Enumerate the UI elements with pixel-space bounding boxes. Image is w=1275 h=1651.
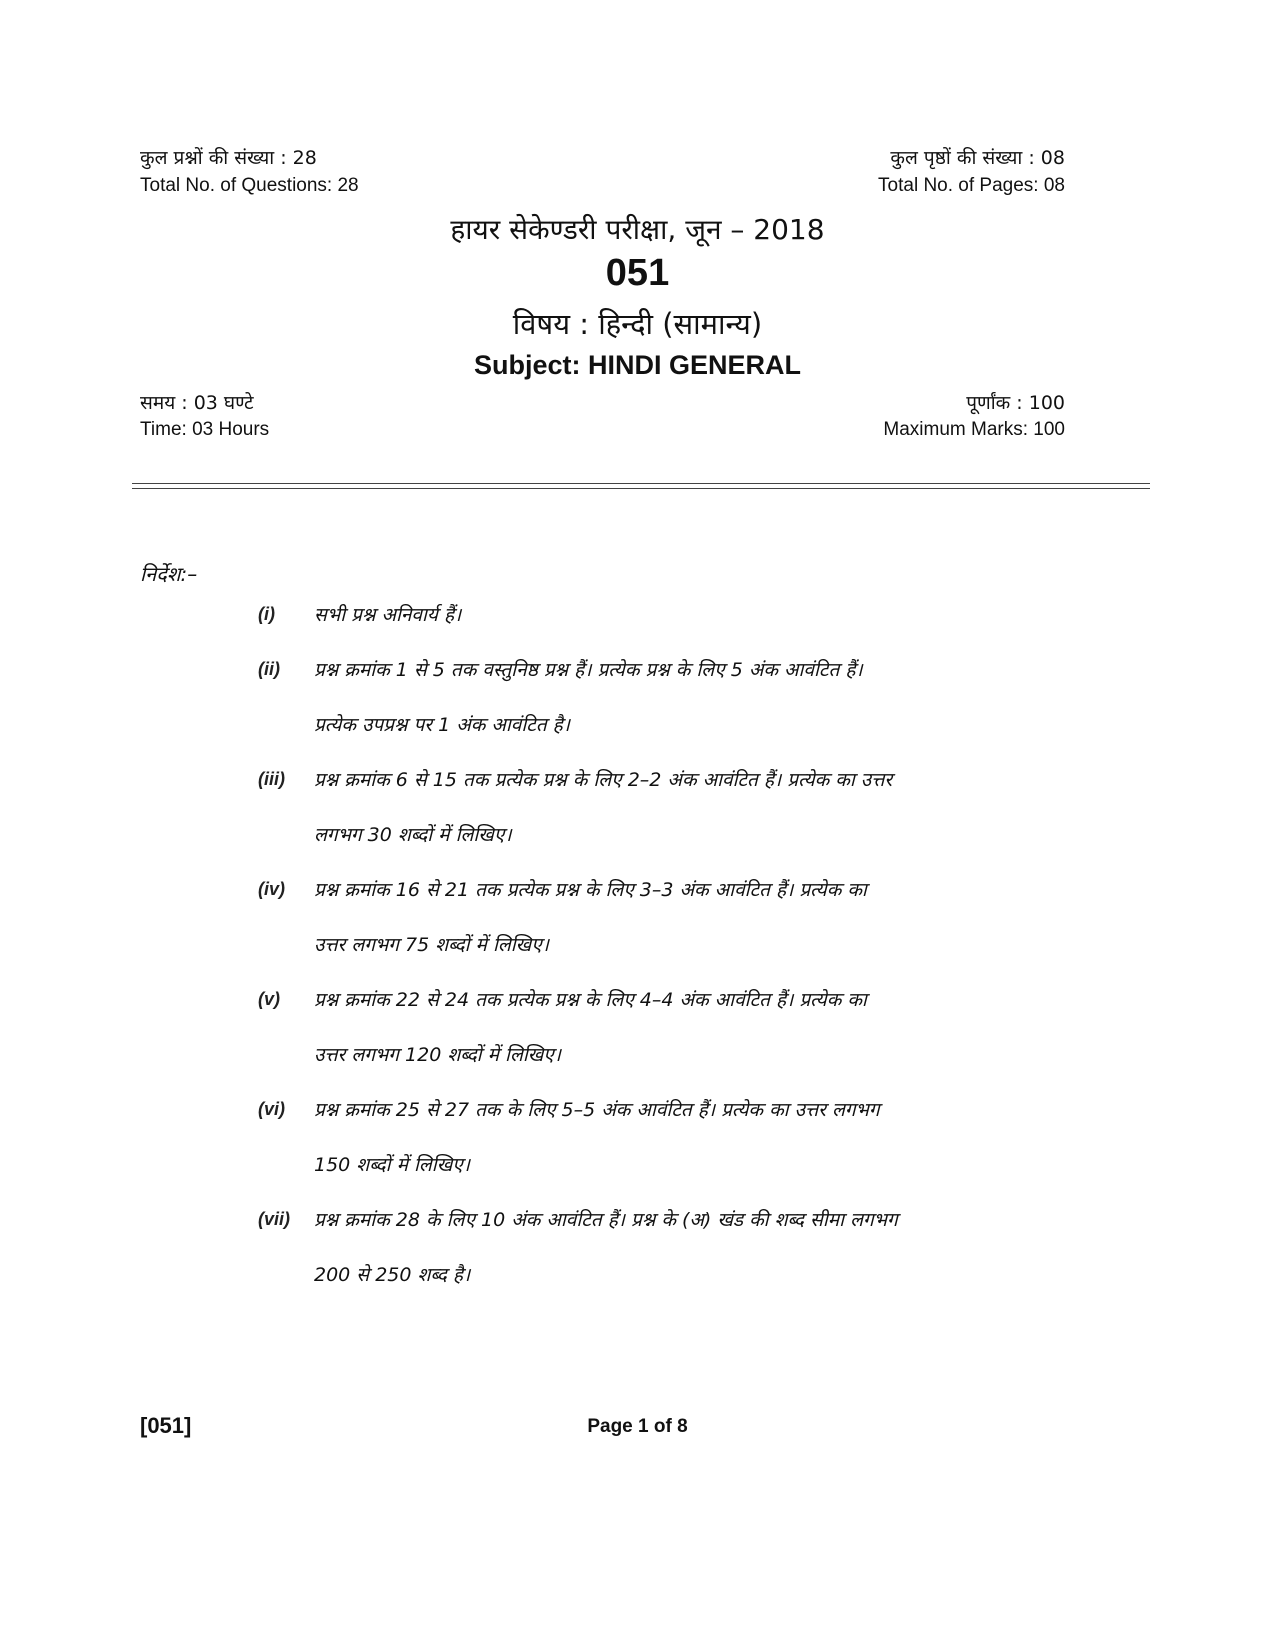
instruction-line: 200 से 250 शब्द है। <box>314 1264 471 1286</box>
instruction-number: (iii) <box>258 769 285 789</box>
instruction-line: लगभग 30 शब्दों में लिखिए। <box>314 824 512 846</box>
instruction-item <box>258 1083 1130 1193</box>
instruction-item <box>258 753 1130 863</box>
instruction-number: (vi) <box>258 1099 285 1119</box>
page-number: Page 1 of 8 <box>587 1416 688 1437</box>
paper-code: 051 <box>605 252 670 294</box>
instruction-number: (vii) <box>258 1209 291 1229</box>
total-pages-english: Total No. of Pages: 08 <box>878 175 1065 196</box>
divider-top-line <box>132 483 1150 484</box>
instruction-line: उत्तर लगभग 120 शब्दों में लिखिए। <box>314 1044 562 1066</box>
instruction-line: 150 शब्दों में लिखिए। <box>314 1154 470 1176</box>
instruction-item <box>258 643 1130 753</box>
instruction-item <box>258 1193 1130 1303</box>
instruction-item <box>258 588 1130 643</box>
instruction-number: (v) <box>258 989 280 1009</box>
instruction-line: प्रश्न क्रमांक 6 से 15 तक प्रत्येक प्रश्न के लिए 2–2 अंक आवंटित हैं। प्रत्येक का उत्तर <box>314 769 893 791</box>
instruction-line: प्रश्न क्रमांक 1 से 5 तक वस्तुनिष्ठ प्रश्न हैं। प्रत्येक प्रश्न के लिए 5 अंक आवंटित हैं। <box>314 659 863 681</box>
instruction-line: सभी प्रश्न अनिवार्य हैं। <box>314 604 462 626</box>
max-marks-english: Maximum Marks: 100 <box>883 419 1065 440</box>
total-pages-hindi: कुल पृष्ठों की संख्या : 08 <box>890 147 1065 169</box>
instruction-line: प्रश्न क्रमांक 16 से 21 तक प्रत्येक प्रश्न के लिए 3–3 अंक आवंटित हैं। प्रत्येक का <box>314 879 867 901</box>
instruction-number: (ii) <box>258 659 280 679</box>
instruction-line: प्रत्येक उपप्रश्न पर 1 अंक आवंटित है। <box>314 714 570 736</box>
max-marks-hindi: पूर्णांक : 100 <box>966 392 1065 414</box>
instruction-number: (iv) <box>258 879 285 899</box>
instruction-number: (i) <box>258 604 275 624</box>
exam-title: हायर सेकेण्डरी परीक्षा, जून – 2018 <box>450 213 825 246</box>
instruction-item <box>258 863 1130 973</box>
instruction-line: प्रश्न क्रमांक 22 से 24 तक प्रत्येक प्रश्न के लिए 4–4 अंक आवंटित हैं। प्रत्येक का <box>314 989 867 1011</box>
instruction-item <box>258 973 1130 1083</box>
subject-hindi: विषय : हिन्दी (सामान्य) <box>512 307 763 341</box>
instruction-line: प्रश्न क्रमांक 28 के लिए 10 अंक आवंटित हैं। प्रश्न के (अ) खंड की शब्द सीमा लगभग <box>314 1209 898 1231</box>
total-questions-hindi: कुल प्रश्नों की संख्या : 28 <box>140 147 317 169</box>
instruction-line: उत्तर लगभग 75 शब्दों में लिखिए। <box>314 934 549 956</box>
directions-heading: निर्देश:– <box>140 562 198 586</box>
time-english: Time: 03 Hours <box>140 419 270 440</box>
subject-english: Subject: HINDI GENERAL <box>473 350 802 380</box>
divider-bottom-line <box>132 488 1150 489</box>
instruction-line: प्रश्न क्रमांक 25 से 27 तक के लिए 5–5 अंक आवंटित हैं। प्रत्येक का उत्तर लगभग <box>314 1099 880 1121</box>
footer-paper-code: [051] <box>140 1413 192 1438</box>
time-hindi: समय : 03 घण्टे <box>140 392 254 414</box>
total-questions-english: Total No. of Questions: 28 <box>140 175 359 196</box>
